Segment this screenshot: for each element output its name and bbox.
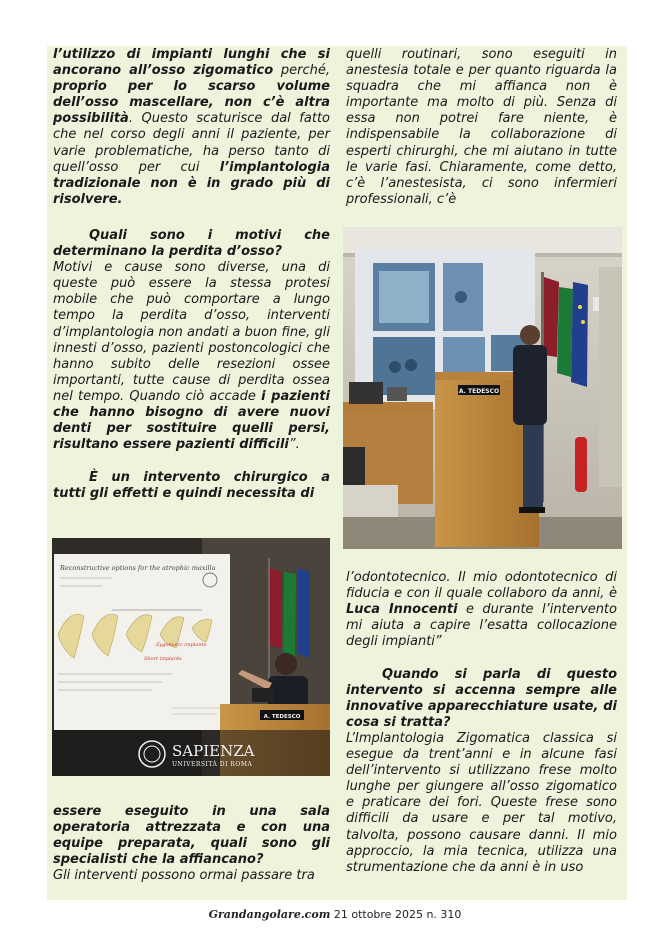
footer-date: 21 ottobre 2025 n. 310 xyxy=(330,908,462,921)
university-subtitle: UNIVERSITÀ DI ROMA xyxy=(172,761,253,768)
page-footer xyxy=(0,908,670,921)
question-2: È un intervento chirurgico a tutti gli effetti e quindi necessita di xyxy=(53,470,330,502)
conference-photo-top xyxy=(343,227,622,549)
podium-label: A. TEDESCO xyxy=(458,388,500,395)
left-paragraph-2: Motivi e cause sono diverse, una di queste può essere la stessa protesi mobile che può comportare a lungo tempo la perdita d’osso, interventi d’implantologia non andati a buon fine, gli innesti d’osso, pazienti postoncologici che hanno subito delle resezioni ossee importanti, tutte cause di perdita ossea nel tempo. Quando ciò accade i pazienti che hanno bisogno di avere nuovi denti per sostituire quelli persi, risultano essere pazienti difficili”. xyxy=(53,260,330,453)
left-paragraph-1: l’utilizzo di impianti lunghi che si ancorano all’osso zigomatico perché, proprio per lo scarso volume dell’osso mascellare, non c’è altra possibilità. Questo scaturisce dal fatto che nel corso degli anni il paziente, per varie problematiche, ha perso tanto di quell’osso per cui l’implantologia tradizionale non è in grado più di risolvere. xyxy=(53,47,330,207)
conference-photo-bottom xyxy=(52,538,330,776)
left-paragraph-3: Gli interventi possono ormai passare tra xyxy=(53,868,315,883)
question-3: Quando si parla di questo intervento si accenna sempre alle innovative apparecchiature usate, di cosa si tratta? xyxy=(346,667,617,731)
question-2-continued: essere eseguito in una sala operatoria attrezzata e con una equipe preparata, quali sono gli specialisti che la affiancano? xyxy=(53,804,330,868)
university-name: SAPIENZA xyxy=(172,742,255,760)
right-paragraph-2: l’odontotecnico. Il mio odontotecnico di fiducia e con il quale collaboro da anni, è Luca Innocenti e durante l’intervento mi aiuta a capire l’esatta collocazione degli impianti” xyxy=(346,570,617,650)
slide-label-short: Short implants xyxy=(144,656,182,662)
right-paragraph-1: quelli routinari, sono eseguiti in anestesia totale e per quanto riguarda la squadra che mi affianca non è importante ma molto di più. Senza di essa non potrei fare niente, è indispensabile la collaborazione di esperti chirurghi, che mi aiutano in tutte le varie fasi. Chiaramente, come detto, c’è l’anestesista, ci sono infermieri professionali, c’è xyxy=(346,47,617,207)
slide-label-zygomatic: Zygomatic implants xyxy=(156,642,207,648)
conference-photo-top-image xyxy=(343,227,622,549)
podium-label-bottom: A. TEDESCO xyxy=(263,714,301,720)
question-1: Quali sono i motivi che determinano la perdita d’osso? xyxy=(53,227,330,260)
footer-site: Grandangolare.com xyxy=(208,908,331,921)
right-paragraph-3: L’Implantologia Zigomatica classica si esegue da trent’anni e in alcune fasi dell’intervento si utilizzano frese molto lunghe per giungere all’osso zigomatico e praticare dei fori. Queste frese sono difficili da usare e per tal motivo, talvolta, possono causare danni. Il mio approccio, la mia tecnica, utilizza una strumentazione che da anni è in uso xyxy=(346,731,617,875)
conference-photo-bottom-image xyxy=(52,538,330,776)
slide-title: Reconstructive options for the atrophic maxilla xyxy=(60,564,216,572)
